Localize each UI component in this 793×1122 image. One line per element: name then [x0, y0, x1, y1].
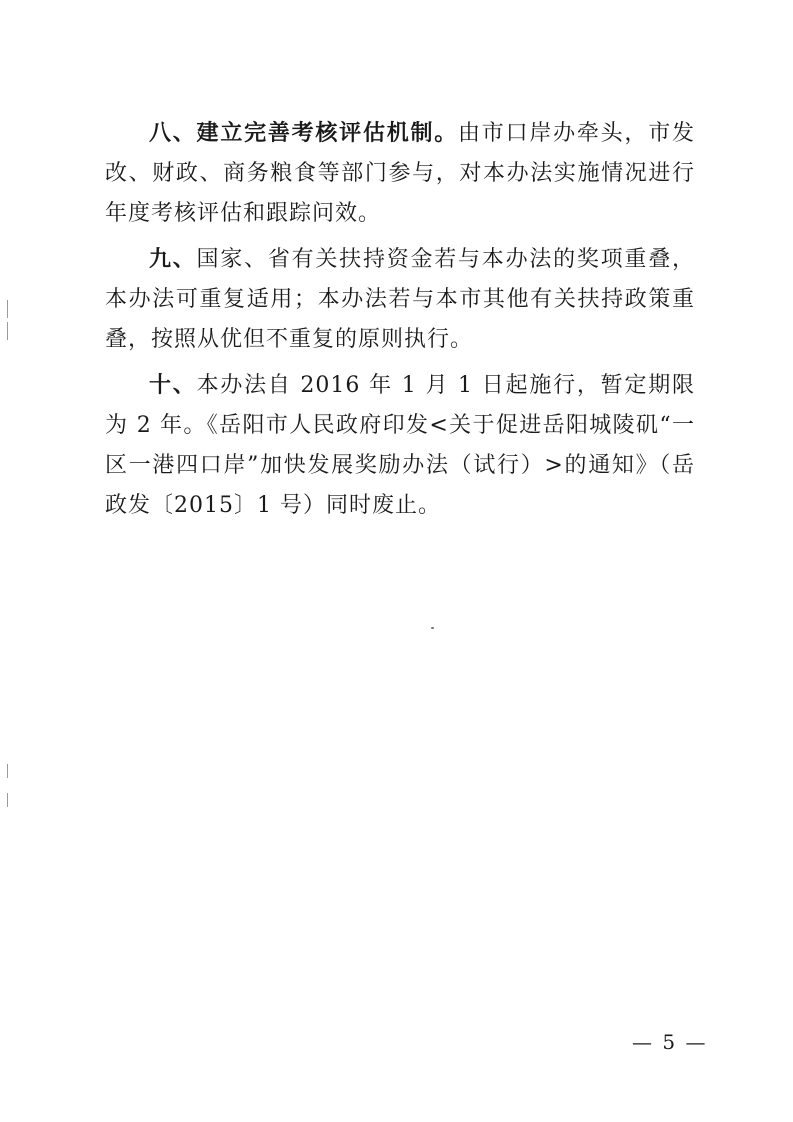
- article-8-heading: 八、建立完善考核评估机制。: [149, 121, 459, 146]
- scan-speck: [431, 627, 434, 629]
- article-9-heading: 九、: [149, 247, 197, 272]
- paragraph-article-8: [105, 114, 695, 234]
- scan-edge-mark: [7, 764, 8, 778]
- article-9-text: 国家、省有关扶持资金若与本办法的奖项重叠，本办法可重复适用；本办法若与本市其他有关扶持政策重叠，按照从优但不重复的原则执行。: [105, 247, 695, 352]
- scan-edge-mark: [7, 300, 8, 318]
- paragraph-article-9: [105, 240, 695, 360]
- article-10-heading: 十、: [149, 373, 197, 398]
- paragraph-article-10: [105, 366, 695, 526]
- article-8-text: 由市口岸办牵头，市发改、财政、商务粮食等部门参与，对本办法实施情况进行年度考核评估和跟踪问效。: [105, 121, 695, 226]
- article-10-text: 本办法自 2016 年 1 月 1 日起施行，暂定期限为 2 年。《岳阳市人民政府印发<关于促进岳阳城陵矶“一区一港四口岸”加快发展奖励办法（试行）>的通知》（岳政发〔2015〕1 号）同时废止。: [105, 373, 695, 518]
- scan-edge-mark: [7, 793, 8, 807]
- page-number: — 5 —: [632, 1030, 708, 1054]
- scan-edge-mark: [7, 322, 8, 340]
